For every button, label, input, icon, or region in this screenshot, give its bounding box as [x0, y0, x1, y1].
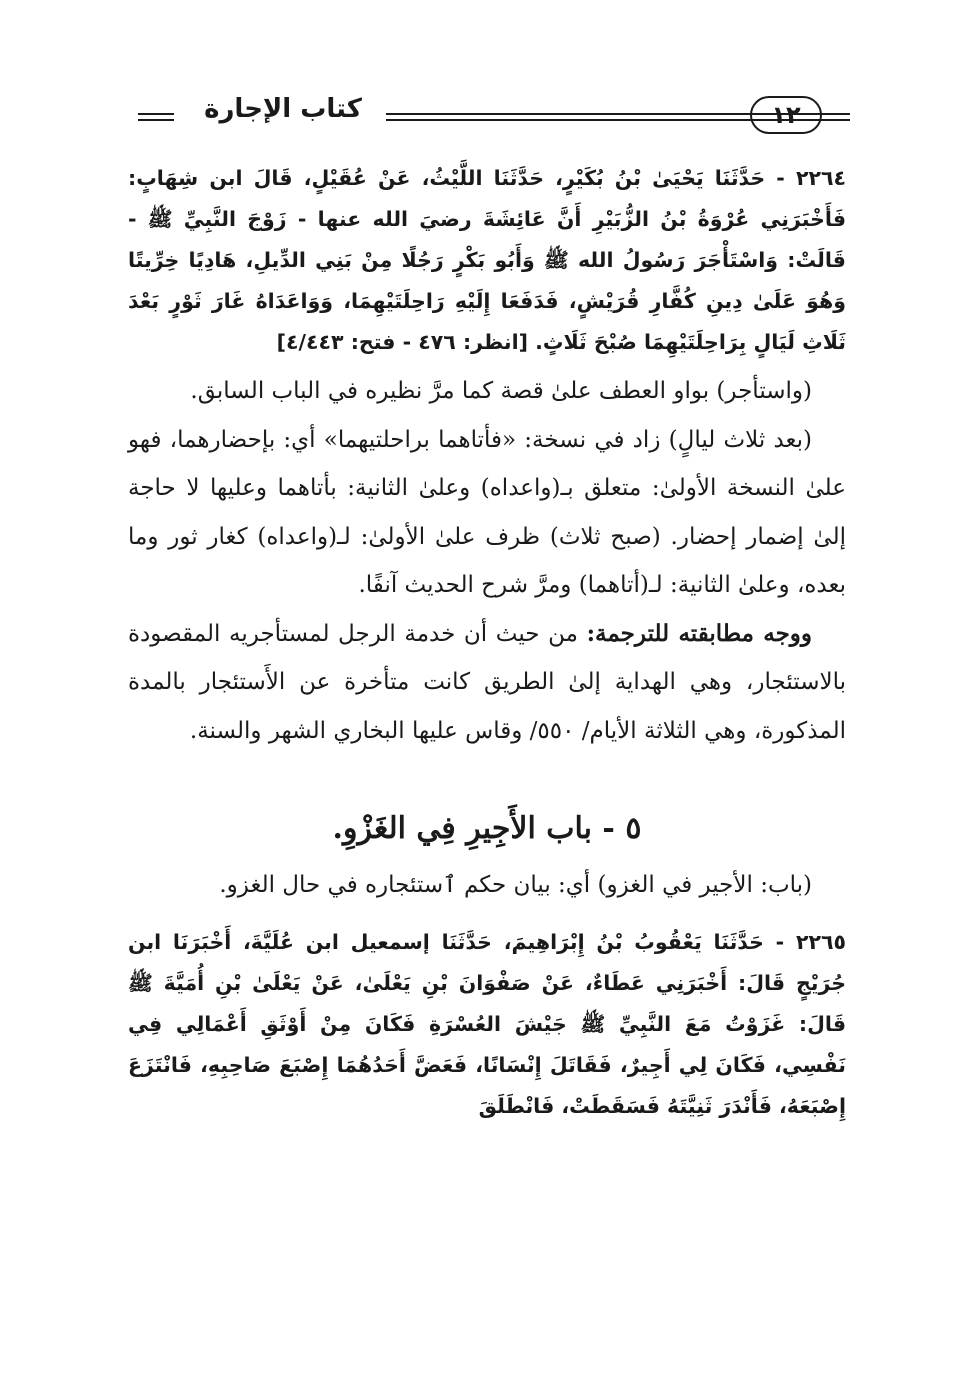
header-rule-left [138, 113, 174, 121]
book-title: كتاب الإجارة [204, 94, 362, 124]
page-header [128, 90, 846, 142]
hadith-2265: ٢٢٦٥ - حَدَّثَنَا يَعْقُوبُ بْنُ إِبْرَاهِيمَ، حَدَّثَنَا إسمعيل ابن عُلَيَّةَ، أَخْبَرَنَا ابن جُرَيْجٍ قَالَ: أَخْبَرَنِي عَطَاءٌ، عَنْ صَفْوَانَ بْنِ يَعْلَىٰ، عَنْ يَعْلَىٰ بْنِ أُمَيَّةَ ﷺ قَالَ: غَزَوْتُ مَعَ النَّبِيِّ ﷺ جَيْشَ العُسْرَةِ فَكَانَ مِنْ أَوْثَقِ أَعْمَالِي فِي نَفْسِي، فَكَانَ لِي أَجِيرٌ، فَقَاتَلَ إِنْسَانًا، فَعَضَّ أَحَدُهُمَا إِصْبَعَ صَاحِبِهِ، فَانْتَزَعَ إِصْبَعَهُ، فَأَنْدَرَ ثَنِيَّتَهُ فَسَقَطَتْ، فَانْطَلَقَ [128, 929, 846, 1118]
page [128, 90, 846, 1131]
commentary-paragraph-3 [128, 610, 846, 756]
commentary-paragraph-3-text: من حيث أن خدمة الرجل لمستأجريه المقصودة بالاستئجار، وهي الهداية إلىٰ الطريق كانت متأخرة عن الأَستئجار بالمدة المذكورة، وهي الثلاثة الأيام/ ٥٥٠/ وقاس عليها البخاري الشهر والسنة. [128, 620, 846, 744]
commentary-heading: ووجه مطابقته للترجمة: [586, 619, 813, 647]
chapter-explanation: (باب: الأجير في الغزو) أي: بيان حكم ٱستئجاره في حال الغزو. [219, 872, 812, 898]
commentary-paragraph-2: (بعد ثلاث ليالٍ) زاد في نسخة: «فأتاهما براحلتيهما» أي: بإحضارهما، فهو علىٰ النسخة الأولىٰ: متعلق بـ(واعداه) وعلىٰ الثانية: بأتاهما وعليها لا حاجة إلىٰ إضمار إحضار. (صبح ثلاث) ظرف علىٰ الأولىٰ: لـ(واعداه) كغار ثور وما بعده، وعلىٰ الثانية: لـ(أتاهما) ومرَّ شرح الحديث آنفًا. [128, 426, 847, 598]
commentary-paragraph-1: (واستأجر) بواو العطف علىٰ قصة كما مرَّ نظيره في الباب السابق. [190, 378, 812, 404]
chapter-title: ٥ - باب الأَجِيرِ فِي الغَزْوِ. [332, 811, 642, 846]
hadith-2264: ٢٢٦٤ - حَدَّثَنَا يَحْيَىٰ بْنُ بُكَيْرٍ، حَدَّثَنَا اللَّيْثُ، عَنْ عُقَيْلٍ، قَالَ ابن شِهَابٍ: فَأَخْبَرَنِي عُرْوَةُ بْنُ الزُّبَيْرِ أَنَّ عَائِشَةَ رضيَ الله عنها - زَوْجَ النَّبِيِّ ﷺ - قَالَتْ: وَاسْتَأْجَرَ رَسُولُ الله ﷺ وَأَبُو بَكْرٍ رَجُلًا مِنْ بَنِي الدِّيلِ، هَادِيًا خِرِّيتًا وَهُوَ عَلَىٰ دِينِ كُفَّارِ قُرَيْشٍ، فَدَفَعَا إِلَيْهِ رَاحِلَتَيْهِمَا، وَوَاعَدَاهُ غَارَ ثَوْرٍ بَعْدَ ثَلَاثِ لَيَالٍ بِرَاحِلَتَيْهِمَا صُبْحَ ثَلَاثٍ. [انظر: ٤٧٦ - فتح: ٤/٤٤٣] [128, 166, 846, 354]
header-rule-middle [386, 113, 848, 121]
page-number: ١٢ [750, 96, 822, 134]
